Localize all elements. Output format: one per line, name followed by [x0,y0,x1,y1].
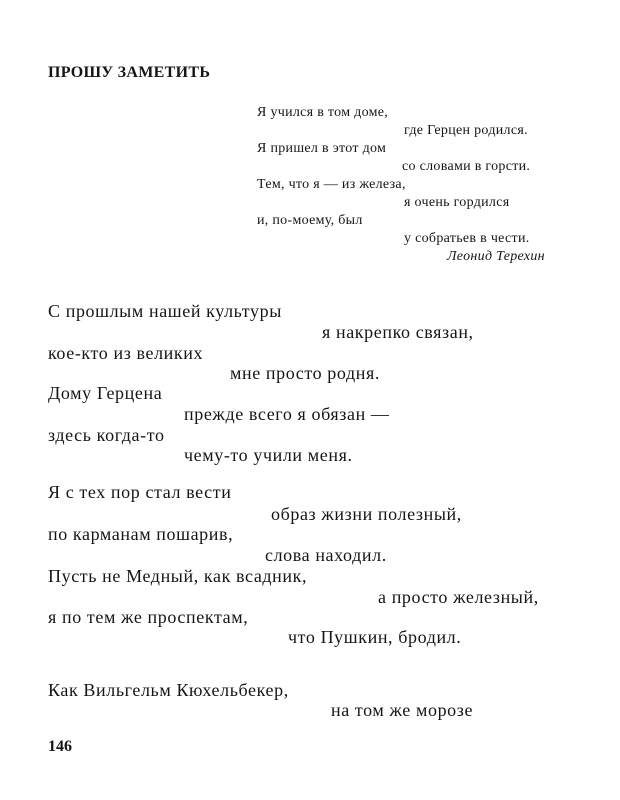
epigraph-line: Я учился в том доме, [257,105,389,120]
epigraph-line: где Герцен родился. [404,123,528,138]
epigraph-line: Тем, что я — из железа, [257,177,406,192]
poem-line: слова находил. [265,545,387,565]
poem-line: Дому Герцена [48,383,163,403]
poem-line: Пусть не Медный, как всадник, [48,566,308,586]
poem-line: Я с тех пор стал вести [48,482,232,502]
poem-line: а просто железный, [378,587,539,607]
poem-line: я накрепко связан, [322,322,474,342]
poem-line: прежде всего я обязан — [184,404,390,424]
poem-line: чему-то учили меня. [184,445,353,465]
epigraph-line: у собратьев в чести. [404,231,530,246]
poem-line: на том же морозе [331,700,474,720]
page-number: 146 [48,738,72,755]
poem-line: Как Вильгельм Кюхельбекер, [48,680,289,700]
poem-line: мне просто родня. [230,363,380,383]
poem-line: что Пушкин, бродил. [288,627,462,647]
poem-line: по карманам пошарив, [48,524,234,544]
poem-line: образ жизни полезный, [271,504,462,524]
epigraph-line: я очень гордился [404,195,510,210]
poem-line: кое-кто из великих [48,343,204,363]
epigraph-line: со словами в горсти. [402,159,531,174]
poem-line: я по тем же проспектам, [48,607,249,627]
poem-line: здесь когда-то [48,425,165,445]
poem-title: ПРОШУ ЗАМЕТИТЬ [48,64,211,81]
epigraph-line: Я пришел в этот дом [257,141,387,156]
poem-line: С прошлым нашей культуры [48,301,282,321]
epigraph-author: Леонид Терехин [447,249,545,264]
epigraph-line: и, по-моему, был [257,213,363,228]
